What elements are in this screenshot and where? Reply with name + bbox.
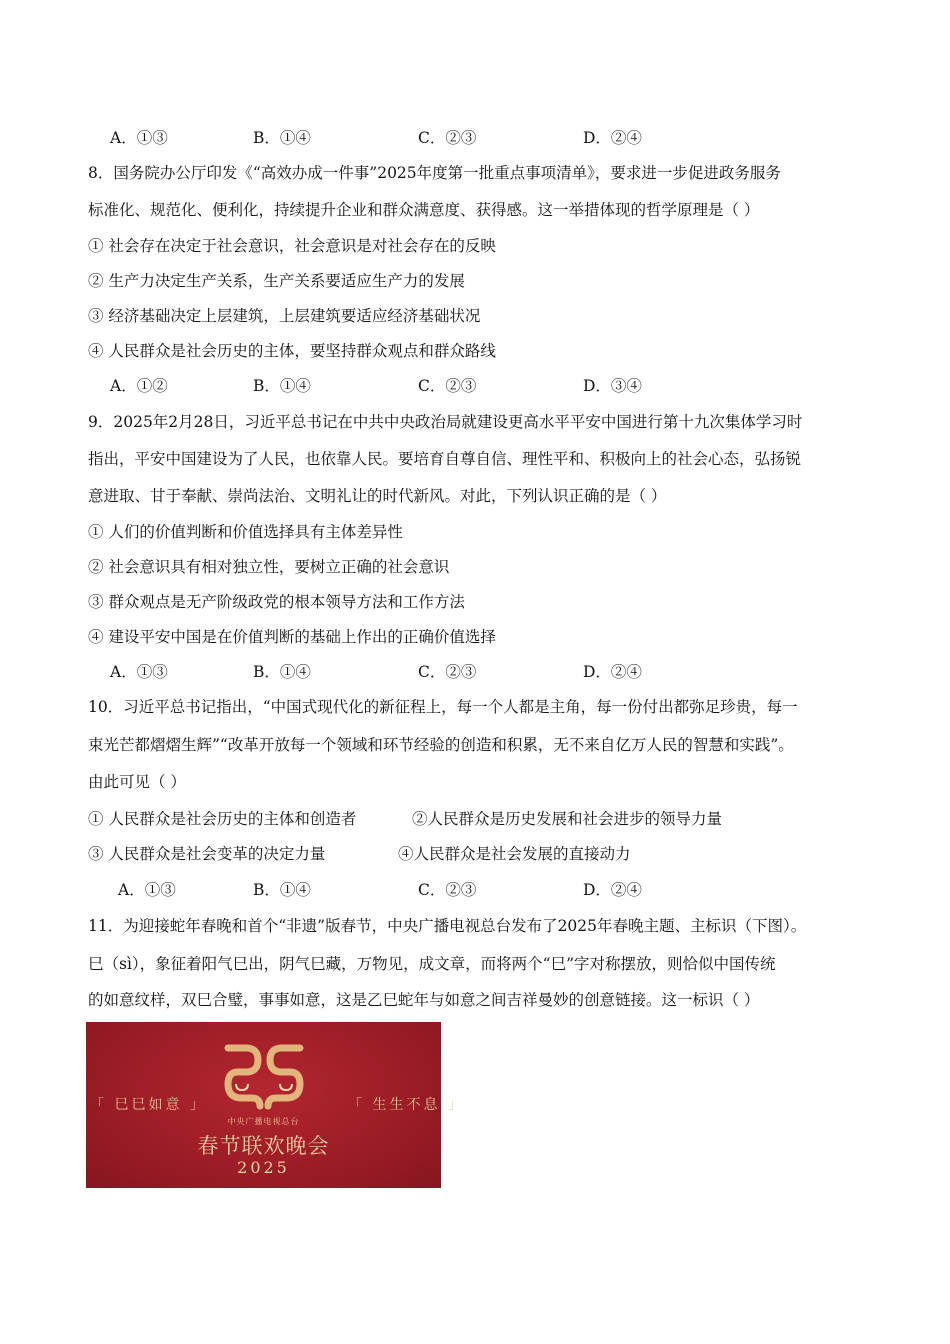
q11-stem-line-1: 11．为迎接蛇年春晚和首个“非遗”版春节，中央广播电视总台发布了2025年春晚主题、主标识（下图）。 bbox=[88, 917, 807, 935]
q7-options bbox=[110, 128, 670, 148]
q8-statement-1: ① 社会存在决定于社会意识，社会意识是对社会存在的反映 bbox=[88, 237, 496, 255]
q9-option-c[interactable]: C．②③ bbox=[418, 663, 477, 681]
q11-stem-line-2: 巳（sì），象征着阳气巳出，阴气巳藏，万物见，成文章，而将两个“巳”字对称摆放，则恰似中国传统 bbox=[88, 955, 776, 973]
q9-option-b[interactable]: B．①④ bbox=[253, 663, 311, 681]
q10-statement-2: ②人民群众是历史发展和社会进步的领导力量 bbox=[412, 810, 723, 828]
q9-stem-line-3: 意进取、甘于奉献、崇尚法治、文明礼让的时代新风。对此，下列认识正确的是（ ） bbox=[88, 487, 667, 505]
q10-statement-4: ④人民群众是社会发展的直接动力 bbox=[398, 845, 631, 863]
double-si-emblem-icon bbox=[222, 1038, 306, 1118]
q7-option-b[interactable]: B．①④ bbox=[253, 129, 311, 147]
q10-stem-line-3: 由此可见（ ） bbox=[88, 773, 186, 791]
spring-gala-logo-figure bbox=[86, 1022, 465, 1188]
q9-option-a[interactable]: A．①③ bbox=[110, 663, 168, 681]
q8-statement-4: ④ 人民群众是社会历史的主体，要坚持群众观点和群众路线 bbox=[88, 342, 496, 360]
q8-stem-line-1: 8．国务院办公厅印发《“高效办成一件事”2025年度第一批重点事项清单》，要求进一步促进政务服务 bbox=[88, 164, 781, 182]
gala-title: 春节联欢晚会 bbox=[197, 1134, 330, 1158]
q10-options bbox=[118, 880, 678, 900]
q8-statement-2: ② 生产力决定生产关系，生产关系要适应生产力的发展 bbox=[88, 272, 465, 290]
q9-statement-4: ④ 建设平安中国是在价值判断的基础上作出的正确价值选择 bbox=[88, 628, 496, 646]
q8-option-d[interactable]: D．③④ bbox=[583, 377, 642, 395]
q10-option-b[interactable]: B．①④ bbox=[253, 881, 311, 899]
q10-statement-1: ① 人民群众是社会历史的主体和创造者 bbox=[88, 810, 357, 828]
q9-statement-1: ① 人们的价值判断和价值选择具有主体差异性 bbox=[88, 523, 403, 541]
q10-statement-3: ③ 人民群众是社会变革的决定力量 bbox=[88, 845, 326, 863]
q11-stem-line-3: 的如意纹样，双巳合璧，事事如意，这是乙巳蛇年与如意之间吉祥曼妙的创意链接。这一标识（ ） bbox=[88, 991, 760, 1009]
q9-stem-line-2: 指出，平安中国建设为了人民，也依靠人民。要培育自尊自信、理性平和、积极向上的社会心态，弘扬锐 bbox=[88, 450, 802, 468]
q7-option-c[interactable]: C．②③ bbox=[418, 129, 477, 147]
q9-options bbox=[110, 662, 670, 682]
q8-stem-line-2: 标准化、规范化、便利化，持续提升企业和群众满意度、获得感。这一举措体现的哲学原理是（ ） bbox=[88, 201, 760, 219]
q7-option-d[interactable]: D．②④ bbox=[583, 129, 642, 147]
q8-options bbox=[110, 376, 670, 396]
q9-statement-2: ② 社会意识具有相对独立性，要树立正确的社会意识 bbox=[88, 558, 450, 576]
q7-option-a[interactable]: A．①③ bbox=[110, 129, 168, 147]
q8-option-a[interactable]: A．①② bbox=[110, 377, 168, 395]
q8-option-c[interactable]: C．②③ bbox=[418, 377, 477, 395]
q9-statement-3: ③ 群众观点是无产阶级政党的根本领导方法和工作方法 bbox=[88, 593, 465, 611]
q8-statement-3: ③ 经济基础决定上层建筑，上层建筑要适应经济基础状况 bbox=[88, 307, 481, 325]
left-slogan: 「 巳巳如意 」 bbox=[90, 1097, 207, 1113]
q10-stem-line-2: 束光芒都熠熠生辉”“改革开放每一个领域和环节经验的创造和积累，无不来自亿万人民的智慧和实践”。 bbox=[88, 736, 794, 754]
q9-option-d[interactable]: D．②④ bbox=[583, 663, 642, 681]
broadcaster-name: 中央广播电视总台 bbox=[227, 1117, 300, 1126]
q8-option-b[interactable]: B．①④ bbox=[253, 377, 311, 395]
q10-option-c[interactable]: C．②③ bbox=[418, 881, 477, 899]
gala-year: 2025 bbox=[237, 1158, 290, 1177]
q9-stem-line-1: 9．2025年2月28日，习近平总书记在中共中央政治局就建设更高水平平安中国进行第十九次集体学习时 bbox=[88, 413, 803, 431]
q10-stem-line-1: 10．习近平总书记指出，“中国式现代化的新征程上，每一个人都是主角，每一份付出都弥足珍贵，每一 bbox=[88, 698, 798, 716]
q10-option-a[interactable]: A．①③ bbox=[118, 881, 176, 899]
q10-option-d[interactable]: D．②④ bbox=[583, 881, 642, 899]
right-slogan: 「 生生不息 」 bbox=[348, 1097, 465, 1113]
